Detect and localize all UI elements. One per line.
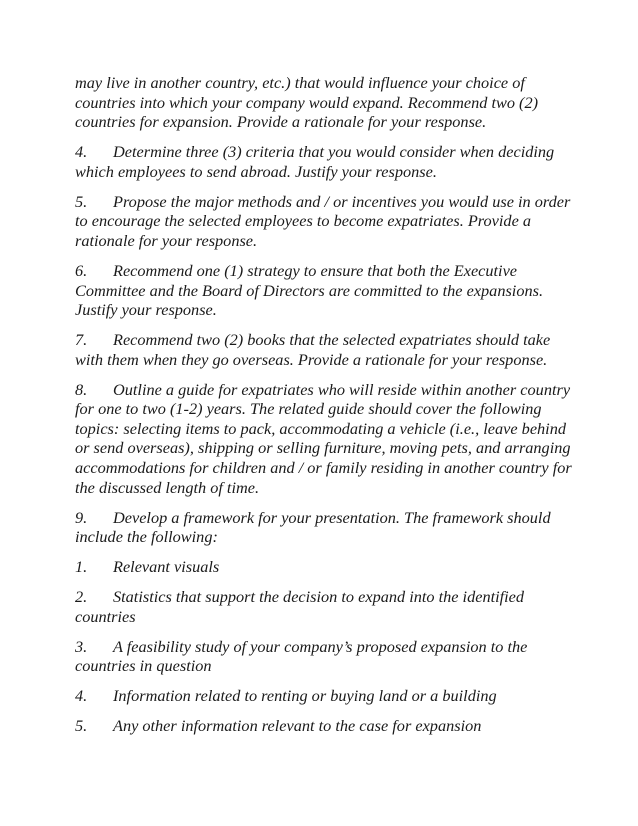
item-number: 6. xyxy=(75,260,88,280)
item-text: Recommend two (2) books that the selected expatriates should take with them when they go overseas. Provide a rationale for your response. xyxy=(75,330,551,369)
item-number: 5. xyxy=(75,716,88,736)
sub-list-item xyxy=(75,686,575,706)
list-item xyxy=(75,261,575,320)
list-item xyxy=(75,192,575,251)
document-body xyxy=(75,73,575,746)
sub-list-item xyxy=(75,716,575,736)
item-number: 3. xyxy=(75,636,88,656)
item-text: Develop a framework for your presentation. The framework should include the following: xyxy=(75,507,551,547)
item-number: 4. xyxy=(75,686,88,706)
item-number: 1. xyxy=(75,557,88,577)
list-item xyxy=(75,508,575,547)
item-text: Recommend one (1) strategy to ensure that both the Executive Committee and the Board of Directors are committed to the expansions. Justify your response. xyxy=(75,260,544,320)
list-item xyxy=(75,330,575,369)
item-number: 4. xyxy=(75,142,88,162)
item-text: Relevant visuals xyxy=(113,557,220,577)
item-number: 2. xyxy=(75,587,88,607)
sub-list-item xyxy=(75,557,575,577)
list-item xyxy=(75,142,575,181)
item-text: Information related to renting or buying land or a building xyxy=(113,686,497,706)
item-text: Statistics that support the decision to expand into the identified countries xyxy=(75,587,525,626)
item-number: 8. xyxy=(75,379,88,399)
item-text: Outline a guide for expatriates who will reside within another country for one to two (1-2) years. The related guide should cover the following topics: selecting items to pack, accommodating a vehicle (i.e., leave behind or send overseas), shipping or selling furniture, moving pets, and arranging accommodations for children and / or family residing in another country for the discussed length of time. xyxy=(75,379,572,497)
item-text: Propose the major methods and / or incentives you would use in order to encourage the selected employees to become expatriates. Provide a rationale for your response. xyxy=(75,191,571,250)
item-text: A feasibility study of your company’s proposed expansion to the countries in question xyxy=(75,636,528,676)
sub-list-item xyxy=(75,637,575,676)
sub-list-item xyxy=(75,587,575,626)
item-text: Determine three (3) criteria that you would consider when deciding which employees to send abroad. Justify your response. xyxy=(75,142,555,181)
list-item xyxy=(75,380,575,498)
item-number: 9. xyxy=(75,507,88,527)
intro-paragraph: may live in another country, etc.) that would influence your choice of countries into which your company would expand. Recommend two (2) countries for expansion. Provide a rationale for your response. xyxy=(75,73,539,132)
item-text: Any other information relevant to the case for expansion xyxy=(113,716,482,736)
item-number: 5. xyxy=(75,191,88,211)
item-number: 7. xyxy=(75,330,88,350)
